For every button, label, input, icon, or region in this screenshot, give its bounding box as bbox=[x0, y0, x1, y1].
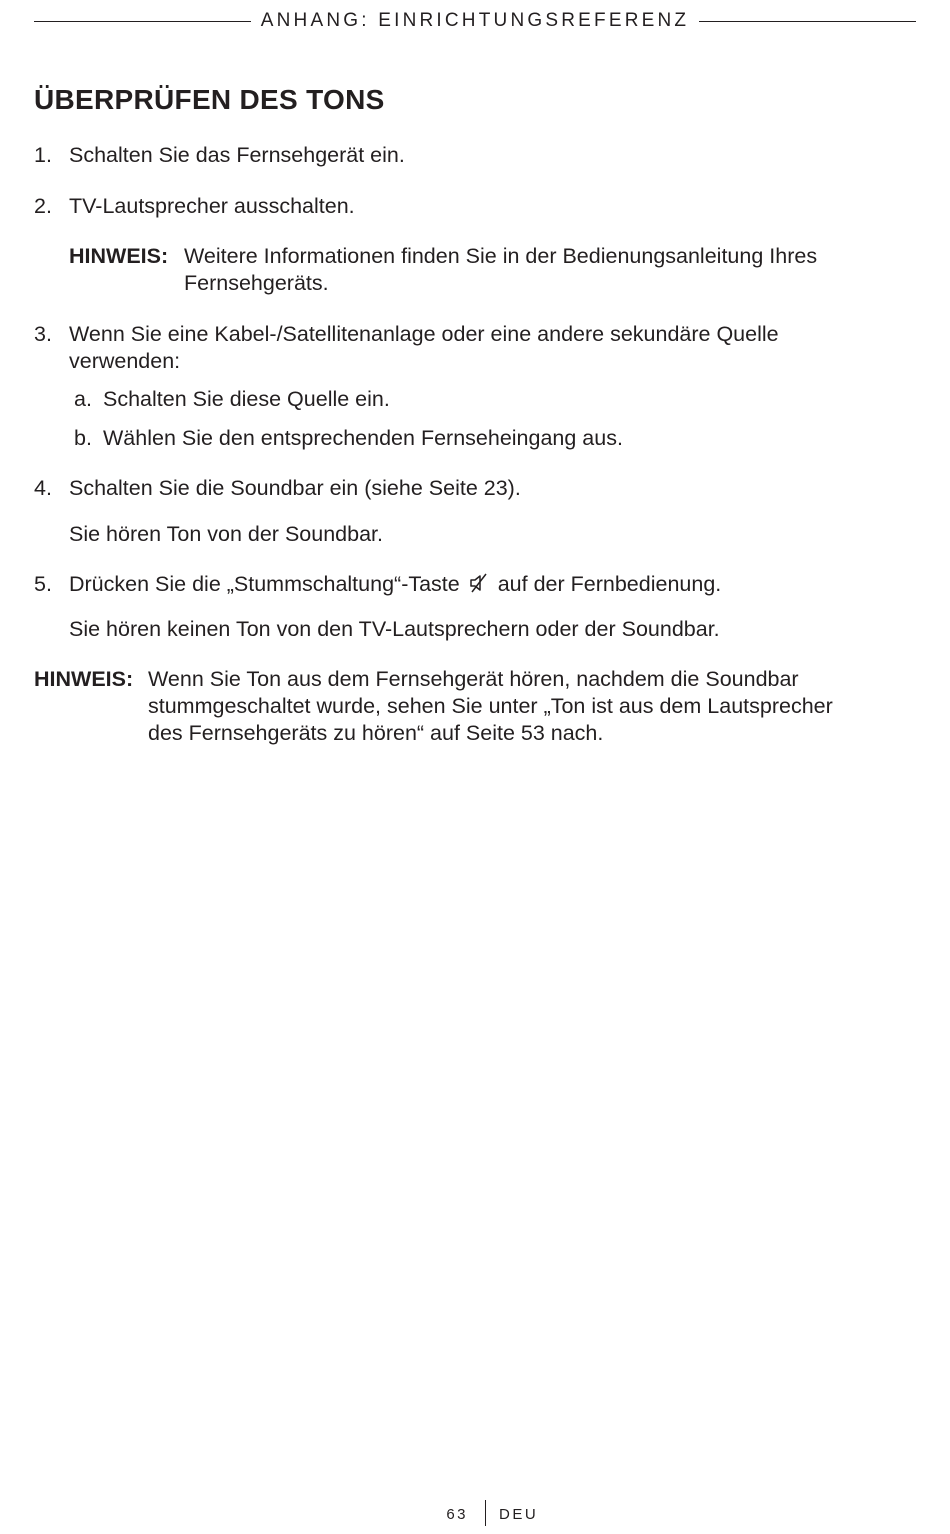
step-text-after: auf der Fernbedienung. bbox=[497, 572, 722, 596]
step-number: 2. bbox=[34, 194, 52, 218]
substep-text: Schalten Sie diese Quelle ein. bbox=[103, 387, 390, 411]
step-text: verwenden: bbox=[69, 349, 181, 373]
note-label: HINWEIS: bbox=[34, 667, 134, 691]
footer-divider bbox=[485, 1500, 486, 1526]
header-rule-left bbox=[34, 21, 251, 22]
header-title: ANHANG: EINRICHTUNGSREFERENZ bbox=[260, 10, 690, 31]
step-text-before: Drücken Sie die „Stummschaltung“-Taste bbox=[69, 572, 460, 596]
step-number: 4. bbox=[34, 476, 52, 500]
substep-text: Wählen Sie den entsprechenden Fernseheingang aus. bbox=[103, 426, 623, 450]
step-text: Schalten Sie die Soundbar ein (siehe Seite 23). bbox=[69, 476, 521, 500]
substep-letter: b. bbox=[74, 426, 92, 450]
note-label: HINWEIS: bbox=[69, 244, 169, 268]
step-text: Schalten Sie das Fernsehgerät ein. bbox=[69, 143, 405, 167]
page-number: 63 bbox=[446, 1506, 468, 1523]
note-text: Weitere Informationen finden Sie in der Bedienungsanleitung Ihres bbox=[184, 244, 818, 268]
language-code: DEU bbox=[499, 1506, 539, 1523]
step-number: 5. bbox=[34, 572, 52, 596]
page-footer bbox=[0, 1500, 950, 1528]
note-text: des Fernsehgeräts zu hören“ auf Seite 53 nach. bbox=[148, 721, 604, 745]
step-text: Wenn Sie eine Kabel-/Satellitenanlage oder eine andere sekundäre Quelle bbox=[69, 322, 779, 346]
step-result: Sie hören Ton von der Soundbar. bbox=[69, 522, 383, 546]
step-text: TV-Lautsprecher ausschalten. bbox=[69, 194, 355, 218]
step-text bbox=[69, 571, 909, 598]
note-text: stummgeschaltet wurde, sehen Sie unter „Ton ist aus dem Lautsprecher bbox=[148, 694, 833, 718]
header-rule-right bbox=[699, 21, 916, 22]
page-header bbox=[34, 8, 916, 34]
note-text: Fernsehgeräts. bbox=[184, 271, 329, 295]
step-number: 1. bbox=[34, 143, 52, 167]
section-title: ÜBERPRÜFEN DES TONS bbox=[34, 84, 385, 115]
substep-letter: a. bbox=[74, 387, 92, 411]
note-text: Wenn Sie Ton aus dem Fernsehgerät hören, nachdem die Soundbar bbox=[148, 667, 799, 691]
mute-speaker-icon bbox=[468, 572, 490, 594]
step-result: Sie hören keinen Ton von den TV-Lautsprechern oder der Soundbar. bbox=[69, 617, 720, 641]
step-number: 3. bbox=[34, 322, 52, 346]
